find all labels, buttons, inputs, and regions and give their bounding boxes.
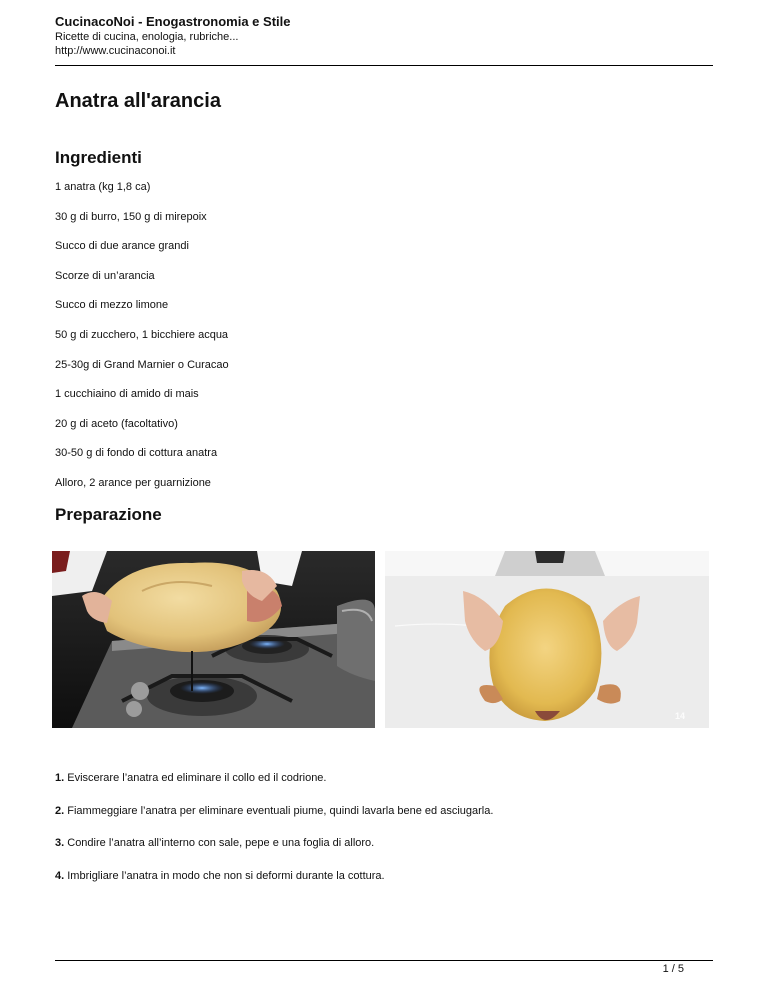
site-title: CucinacoNoi - Enogastronomia e Stile	[55, 14, 291, 29]
ingredient-list	[55, 180, 229, 506]
step-text: Imbrigliare l’anatra in modo che non si deformi durante la cottura.	[64, 869, 385, 882]
recipe-title: Anatra all'arancia	[55, 90, 221, 112]
ingredients-heading: Ingredienti	[55, 148, 142, 167]
ingredient-item: Scorze di un’arancia	[55, 269, 155, 282]
ingredient-item: 1 anatra (kg 1,8 ca)	[55, 181, 151, 193]
ingredient-item: 30-50 g di fondo di cottura anatra	[55, 447, 218, 460]
step-text: Condire l’anatra all’interno con sale, pepe e una foglia di alloro.	[64, 837, 375, 849]
step-item	[55, 836, 713, 869]
header-divider	[55, 65, 713, 66]
ingredient-item: 20 g di aceto (facoltativo)	[55, 417, 178, 430]
step-number: 1.	[55, 772, 65, 784]
ingredient-item: 50 g di zucchero, 1 bicchiere acqua	[55, 328, 229, 341]
step-number: 2.	[55, 804, 65, 817]
ingredient-item: Succo di mezzo limone	[55, 299, 169, 312]
page-number: 1 / 5	[662, 963, 684, 975]
step-item	[55, 869, 713, 902]
step-list	[55, 771, 713, 901]
preparation-heading: Preparazione	[55, 505, 162, 524]
photo-duck-over-stove	[52, 551, 375, 728]
step-text: Eviscerare l’anatra ed eliminare il collo ed il codrione.	[64, 772, 327, 784]
photo-watermark: 14	[675, 711, 686, 721]
ingredient-item: 25-30g di Grand Marnier o Curacao	[55, 358, 229, 371]
footer-divider	[55, 960, 713, 961]
step-number: 4.	[55, 869, 65, 882]
site-tagline: Ricette di cucina, enologia, rubriche...	[55, 31, 239, 43]
ingredient-item: Alloro, 2 arance per guarnizione	[55, 476, 211, 489]
ingredient-item: 30 g di burro, 150 g di mirepoix	[55, 210, 207, 223]
ingredient-item: 1 cucchiaino di amido di mais	[55, 388, 199, 401]
page-header	[55, 14, 713, 58]
site-url[interactable]: http://www.cucinaconoi.it	[55, 45, 176, 57]
step-text: Fiammeggiare l’anatra per eliminare eventuali piume, quindi lavarla bene ed asciugarla.	[64, 804, 494, 817]
photo-duck-on-board	[385, 551, 709, 728]
step-item	[55, 804, 713, 837]
ingredient-item: Succo di due arance grandi	[55, 240, 189, 253]
step-item	[55, 771, 713, 804]
step-number: 3.	[55, 837, 65, 849]
